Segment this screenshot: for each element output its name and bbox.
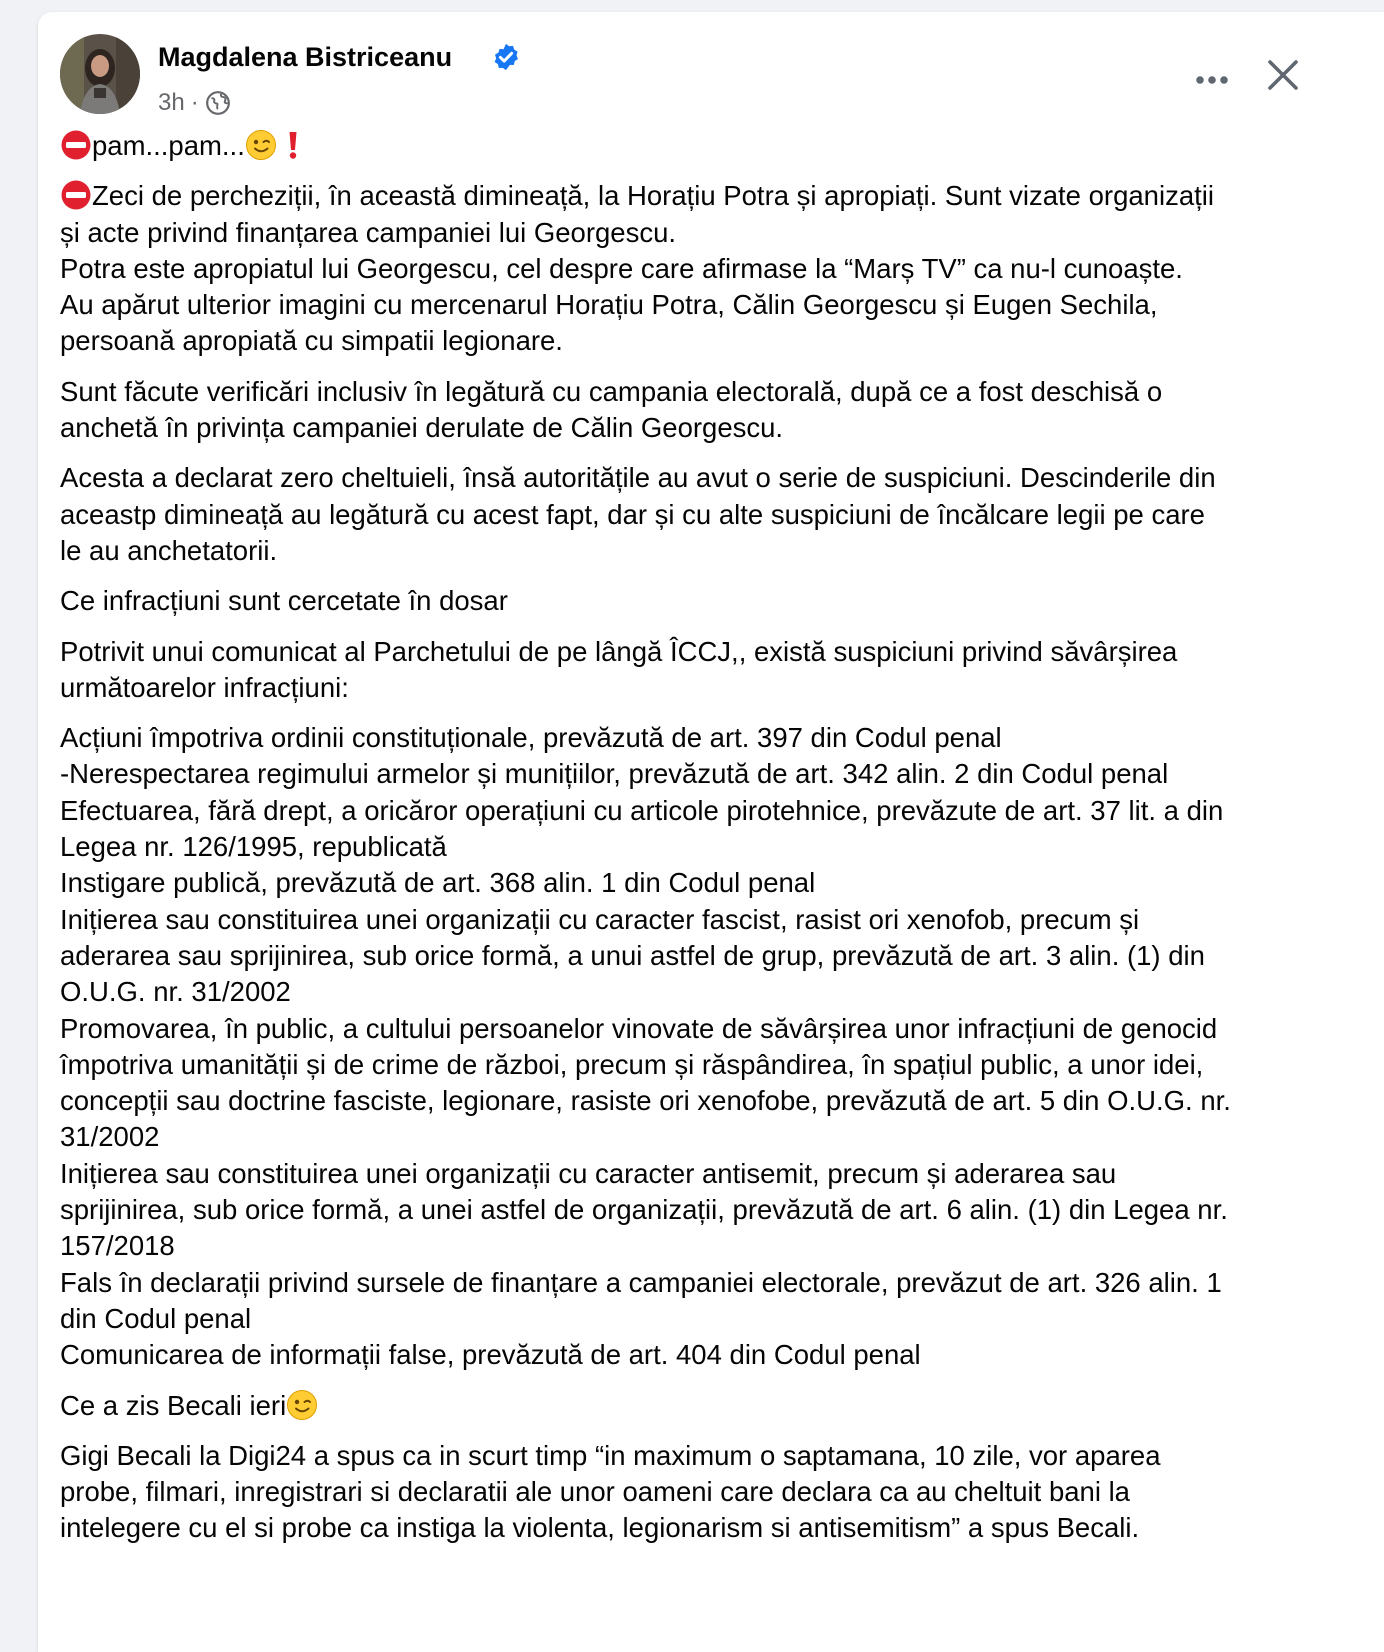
text-line: 157/2018 xyxy=(60,1230,175,1262)
text-line: probe, filmari, inregistrari si declaratii ale unor oameni care declara ca au cheltuit bani la xyxy=(60,1476,1130,1508)
more-options-button[interactable] xyxy=(1188,56,1236,104)
text-line: persoană apropiată cu simpatii legionare. xyxy=(60,325,563,357)
text-line: Sunt făcute verificări inclusiv în legătură cu campania electorală, după ce a fost deschisă o xyxy=(60,375,1163,407)
text-line: Legea nr. 126/1995, republicată xyxy=(60,831,447,863)
text-line: intelegere cu el si probe ca instiga la violenta, legionarism si antisemitism” a spus Becali. xyxy=(60,1512,1140,1544)
paragraph-4 xyxy=(60,583,1330,619)
more-options-icon xyxy=(1195,75,1229,85)
globe-icon[interactable] xyxy=(205,90,231,116)
text-line: aceastp dimineață au legătură cu acest fapt, dar și cu alte suspiciuni de încălcare legii pe care xyxy=(60,498,1205,530)
no-entry-emoji xyxy=(60,179,92,211)
post-card xyxy=(38,12,1384,1652)
text-line: Efectuarea, fără drept, a oricăror operațiuni cu articole pirotehnice, prevăzute de art. 37 lit. a din xyxy=(60,794,1224,826)
text-line xyxy=(60,178,1330,214)
paragraph-2 xyxy=(60,374,1330,447)
text-line: anchetă în privința campaniei derulate de Călin Georgescu. xyxy=(60,412,784,444)
meta-separator: · xyxy=(190,89,199,116)
post-title-text: pam...pam... xyxy=(92,130,245,161)
paragraph-1 xyxy=(60,178,1330,359)
text-line: din Codul penal xyxy=(60,1302,252,1334)
text-line: concepții sau doctrine fasciste, legionare, rasiste ori xenofobe, prevăzută de art. 5 din O.U.G. nr. xyxy=(60,1085,1231,1117)
text-line: Acțiuni împotriva ordinii constituționale, prevăzută de art. 397 din Codul penal xyxy=(60,722,1002,754)
text-line-content: Zeci de percheziții, în această dimineață, la Horațiu Potra și apropiați. Sunt vizate organizații xyxy=(92,180,1214,212)
post-title xyxy=(60,128,1330,164)
no-entry-emoji xyxy=(60,129,92,161)
text-line: 31/2002 xyxy=(60,1121,160,1153)
post-time[interactable]: 3h xyxy=(158,89,185,116)
text-line: sprijinirea, sub orice formă, a unei astfel de organizații, prevăzută de art. 6 alin. (1) din Legea nr. xyxy=(60,1194,1228,1226)
verified-badge-icon xyxy=(491,42,521,72)
post-header xyxy=(38,12,1384,122)
text-line: următoarelor infracțiuni: xyxy=(60,671,349,703)
post-body xyxy=(60,128,1330,1561)
close-icon xyxy=(1268,60,1298,90)
paragraph-5 xyxy=(60,634,1330,707)
text-line: Ce infracțiuni sunt cercetate în dosar xyxy=(60,585,508,617)
text-line: Acesta a declarat zero cheltuieli, însă autoritățile au avut o serie de suspiciuni. Descinderile din xyxy=(60,462,1216,494)
text-line: Inițierea sau constituirea unei organizații cu caracter fascist, rasist ori xenofob, precum și xyxy=(60,903,1140,935)
text-line: Promovarea, în public, a cultului persoanelor vinovate de săvârșirea unor infracțiuni de genocid xyxy=(60,1012,1218,1044)
paragraph-7 xyxy=(60,1388,1330,1424)
text-line xyxy=(60,1388,1330,1424)
avatar-photo xyxy=(60,34,140,114)
text-line: împotriva umanității și de crime de război, precum și răspândirea, în spațiul public, a unor idei, xyxy=(60,1048,1204,1080)
winking-face-emoji xyxy=(245,129,277,161)
text-line: Inițierea sau constituirea unei organizații cu caracter antisemit, precum și aderarea sau xyxy=(60,1157,1117,1189)
text-line-content: Ce a zis Becali ieri xyxy=(60,1389,287,1421)
text-line: Au apărut ulterior imagini cu mercenarul Horațiu Potra, Călin Georgescu și Eugen Sechila, xyxy=(60,289,1158,321)
paragraph-3 xyxy=(60,460,1330,569)
red-exclamation-emoji xyxy=(277,129,309,161)
text-line: Comunicarea de informații false, prevăzută de art. 404 din Codul penal xyxy=(60,1339,921,1371)
paragraph-8 xyxy=(60,1438,1330,1547)
text-line: Fals în declarații privind sursele de finanțare a campaniei electorale, prevăzut de art. 326 alin. 1 xyxy=(60,1266,1222,1298)
text-line: -Nerespectarea regimului armelor și munițiilor, prevăzută de art. 342 alin. 2 din Codul penal xyxy=(60,758,1169,790)
text-line: aderarea sau sprijinirea, sub orice formă, a unui astfel de grup, prevăzută de art. 3 alin. (1) din xyxy=(60,939,1205,971)
text-line: Instigare publică, prevăzută de art. 368 alin. 1 din Codul penal xyxy=(60,867,816,899)
author-name[interactable]: Magdalena Bistriceanu xyxy=(158,42,453,72)
close-button[interactable] xyxy=(1258,50,1308,100)
paragraph-offenses-list xyxy=(60,720,1330,1373)
text-line: le au anchetatorii. xyxy=(60,534,278,566)
winking-face-emoji xyxy=(286,1389,318,1421)
post-meta xyxy=(158,88,231,118)
text-line: Potra este apropiatul lui Georgescu, cel despre care afirmase la “Marș TV” ca nu-l cunoaște. xyxy=(60,252,1183,284)
text-line: și acte privind finanțarea campaniei lui Georgescu. xyxy=(60,216,677,248)
text-line: Gigi Becali la Digi24 a spus ca in scurt timp “in maximum o saptamana, 10 zile, vor aparea xyxy=(60,1439,1161,1471)
avatar[interactable] xyxy=(60,34,140,114)
text-line: O.U.G. nr. 31/2002 xyxy=(60,976,291,1008)
text-line: Potrivit unui comunicat al Parchetului de pe lângă ÎCCJ,, există suspiciuni privind săvârșirea xyxy=(60,635,1178,667)
